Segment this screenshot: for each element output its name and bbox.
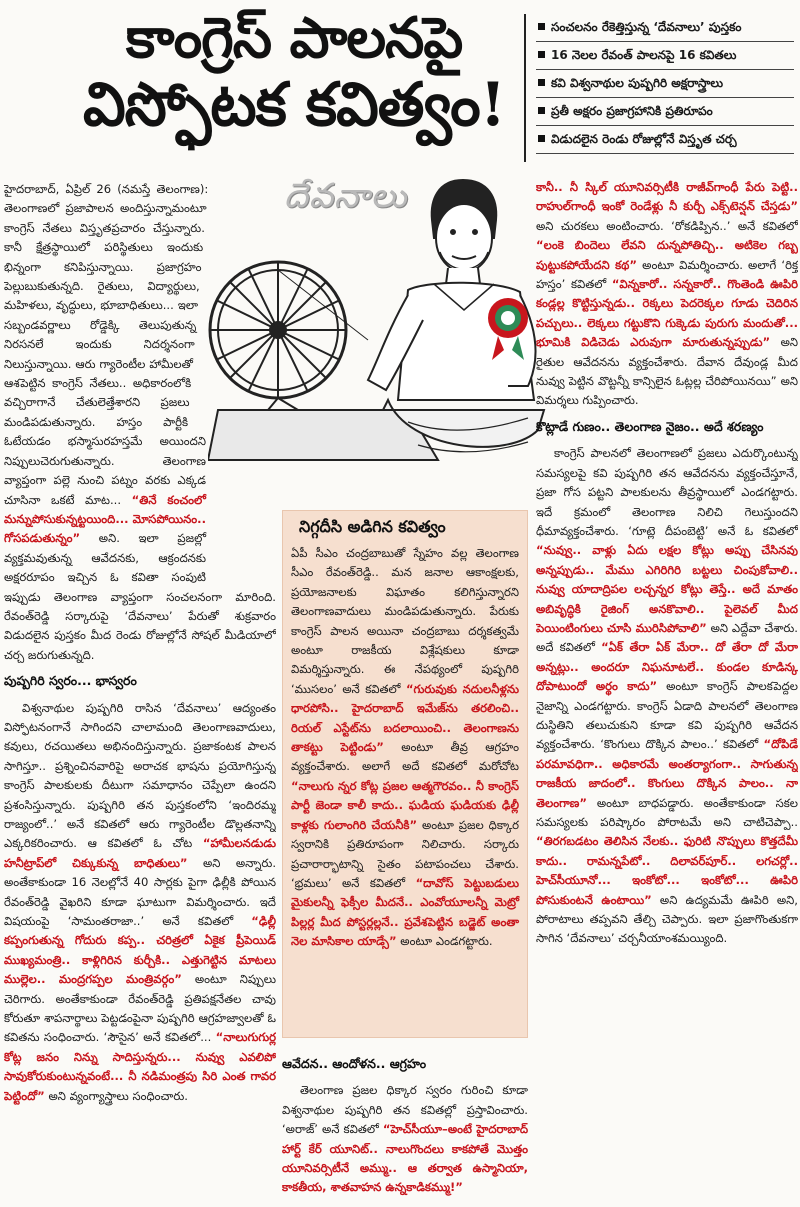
square-bullet-icon xyxy=(538,107,545,114)
headline-line-2: విస్ఫోటక కవిత్వం! xyxy=(82,70,506,141)
box-heading: నిగ్గదీసి అడిగిన కవిత్వం xyxy=(299,517,446,536)
square-bullet-icon xyxy=(538,79,545,86)
divider xyxy=(524,14,526,162)
highlight-bullets xyxy=(536,14,794,154)
subheading: కొట్లాడే గుణం.. తెలంగాణ నైజం.. అదే శరణ్యం xyxy=(536,418,764,434)
subheading: ఆవేదన.. ఆందోళన.. ఆగ్రహం xyxy=(282,1056,427,1071)
paragraph: కాంగ్రెస్ పాలనలో తెలంగాణలో ప్రజలు ఎదుర్కొంటున్న సమస్యలపై కవి పుష్పగిరి తన ఆవేదనను వ్యక్తంచేస్తూనే, ప్రజా గోస పట్టని పాలకులను తీవ్రస్థాయిలో ఎండగట్టారు. ఇదే క్రమంలో తెలంగాణ నిలిచి గెలుస్తుందని ధీమావ్యక్తంచేశారు. ‘గూట్లె దీపంబెట్టి’ అనే ఓ కవితలో “నువ్వు.. వాళ్లు ఏదు లక్షల కోట్లు అప్పు చేసినవు అన్నప్పుడు.. మేము ఎగిరిగిరి బట్టలు చింపుకోవాలి.. నువ్వు యాదాద్రిపల లచ్చన్నర కోట్లు తెస్తే.. అదే మాతం అబివృద్ధికి రైజింగ్ అనకొవాలి.. పైలెవల్ మీద పెయింటింగులు చూసి మురిసిపోవాలి” అని ఎద్దేవా చేశారు. అదే కవితలో “ఏక్ తేరా ఏక్ మేరా.. దో తేరా దో మేరా అన్నట్లు.. అందరూ నిఘనూటలే.. కుండల కూడిన్క దోపాటుందో అర్థం కాదు” అంటూ కాంగ్రెస్ పాలకపెద్దల నైజాన్ని ఎండగట్టారు. కాంగ్రెస్ ఏడాది పాలనలో తెలంగాణ దుస్థితిని తలుచుకుని కూడా కవి పుష్పగిరి ఆవేదన వ్యక్తంచేశారు. ‘కొంగులు దొక్కిన పాలం..’ కవితలో “దోపిడే పరమావధిగా.. అధికారమే అంతర్యాగంగా.. సాగుతున్న రాజకీయ జాదంలో.. కొంగులు దొక్కిన పాలం.. నా తెలంగాణ” అంటూ బాధపడ్డారు. అంతేకాకుండా సకల సమస్యలకు పరిష్కారం పోరాటమే అని చాటిచెప్పా.. “తిరగబడటం తెలిసిన నేలకు.. ఫురిటి నొప్పులు కొత్తదేమీ కాదు.. రామన్నపేటో.. దిలావర్‌పూర్.. లగచర్లో.. హెచ్‌సీయూనో... ఇంకోటో... ఇంకోటో... ఊపిరి పోసుకుంటనే ఉంటాయి” అని ఉద్యమమే ఊపిరి అని, పోరాటాలు తప్పవని తేల్చి చెప్పారు. ఇలా ప్రజాగొంతుకగా సాగిన ‘దేవనాలు’ చర్చనీయాంశమయ్యింది. xyxy=(536,446,798,946)
bullet-item: ప్రతీ అక్షరం ప్రజాగ్రహానికి ప్రతిరూపం xyxy=(536,98,794,126)
square-bullet-icon xyxy=(538,23,545,30)
box-text: ఏపీ సీఎం చంద్రబాబుతో స్నేహం వల్ల తెలంగాణ సీఎం రేవంత్‌రెడ్డి.. మన జనాల ఆకాంక్షలకు, ప్రయోజనాలకు విఘాతం కలిగిస్తున్నారని తెలంగాణవాదులు మండిపడుతున్నారు. పేరుకు కాంగ్రెస్ పాలన అయినా చంద్రబాబు దర్శకత్వమే అంటూ రాజకీయ విశ్లేషకులు కూడా విమర్శిస్తున్నారు. ఈ నేపథ్యంలో పుష్పగిరి ‘ముసలం’ అనే కవితలో “గురువుకు నదులనీళ్లను ధారపోసి.. హైదరాబాద్ ఇమేజ్‌ను తరలించి.. రియల్ ఎస్టేట్‌ను బదలాయించి.. తెలంగాణను తాకట్టు పెట్టిండు” అంటూ తీవ్ర ఆగ్రహం వ్యక్తంచేశారు. అలాగే అదే కవితలో మరోచోట “నాలుగు న్నర కోట్ల ప్రజల ఆత్మగౌరవం.. నీ కాంగ్రెస్ పార్టీ జెండా కాలీ కాదు.. ఘడియ ఘడియకు ఢిల్లీ కాళ్లకు గులాంగిరి చేయనీకి” అంటూ ప్రజల ధిక్కార స్వరానికి ప్రతిరూపంగా నిలిచారు. సర్కారు ప్రచారార్భాటాన్ని సైతం పటాపంచలు చేశారు. ‘భ్రమలు’ అనే కవితలో “దావోస్ పెట్టుబడులు మైకులన్నీ ఫెక్సీల మీదనే.. ఎంవోయూలన్నీ మెట్రో పిల్లర్ల మీద పోస్టర్లల్లనే.. ప్రవేశపెట్టిన బడ్జెట్ అంతా నెల మాసికాల యాడ్సే” అంటూ ఎండగట్టారు. xyxy=(291,546,519,949)
article-column-2-bottom xyxy=(282,1048,528,1198)
bullet-item: 16 నెలల రేవంత్ పాలనపై 16 కవితలు xyxy=(536,42,794,70)
paragraph: తెలంగాణ ప్రజల ధిక్కార స్వరం గురించి కూడా విశ్వనాథుల పుష్పగిరి తన కవితల్లో ప్రస్తావించారు. ‘అరాజ్’ అనే కవితలో “హెచ్‌సీయూ–అంటే హైదరాబాద్ హార్ట్ కేర్ యూనిట్.. నాలుగొందలు కాకపోతే మొత్తం యూనివర్సిటీనే అమ్ము.. ఆ తర్వాత ఉస్మానియా, కాకతీయ, శాతవాహన ఉన్నకాడికమ్ము!” xyxy=(282,1083,528,1195)
article-column-3 xyxy=(536,178,798,1188)
headline xyxy=(70,5,518,141)
book-title-logo: దేవనాలు xyxy=(284,176,408,216)
bullet-item: కవి విశ్వనాథుల పుష్పగిరి అక్షరాస్త్రాలు xyxy=(536,70,794,98)
paragraph: కానీ.. నీ స్కిల్ యూనివర్సిటీకి రాజీవ్‌గాంధీ పేరు పెట్టి.. రాహుల్‌గాంధీ ఇంకో రెండేళ్లు నీ కుర్చీ ఎక్స్‌టెన్షన్ చేస్తడు” అని చురకలు అంటించారు. ‘రోకడిప్పిన..’ అనే కవితలో “లంకె బిందెలు లేవని దున్నపోతిచ్చి.. అటికెల గబ్బ పుట్టుకపోయేదని కథ” అంటూ విమర్శించారు. అలాగే ‘రిక్త హస్తం’ కవితలో “విన్నకారో.. సన్నకారో.. గొంతెండి ఊపిరి కండ్లల్ల కొట్టిస్తున్నడు.. రెక్కలు పెదరెక్కల గూడు చెదిరిన పచ్చులు.. లెక్కలు గట్టుకొని గుక్కెడు పురుగు మందుతో... భూమికి విడిచెడు ఎరువుగా మారుతున్నప్పుడు” అని రైతుల ఆవేదనను వ్యక్తంచేశారు. దేవాన దేవుండ్ల మీద నువ్వు పెట్టిన వొట్టన్నీ కాన్సిలైన ఓట్లల్ల చేరిపోయినయి” అని విమర్శలు గుప్పించారు. xyxy=(536,180,798,408)
paragraph: విశ్వనాథుల పుష్పగిరి రాసిన ‘దేవనాలు’ ఆద్యంతం విస్ఫోటనంగానే సాగిందని చాలామంది తెలంగాణవాదులు, కవులు, రచయితలు అభినందిస్తున్నారు. ప్రజాకంటక పాలన సాగిస్తూ.. ప్రశ్నించినవారిపై అరాచక భాషను ప్రయోగిస్తున్న కాంగ్రెస్ పాలకులకు దీటుగా సమాధానం చెప్పేలా ఉందని ప్రశంసిస్తున్నారు. పుష్పగిరి తన పుస్తకంలోని ‘ఇందిరమ్మ రాజ్యంలో..’ అనే కవితలో ఆరు గ్యారెంటీల డొల్లతనాన్ని ఎక్కరికరించారు. ఆ కవితలో ఓ చోట “హామీలనడుడు హనీట్రాప్‌లో చిక్కుకున్న బాధితులు” అని అన్నారు. అంతేకాకుండా 16 నెలల్లోనే 40 సార్లకు పైగా ఢిల్లీకి పోయిన రేవంత్‌రెడ్డి వైఖరిని కూడా ఘాటుగా విమర్శించారు. ఇదే విషయంపై ‘సామంతరాజా..’ అనే కవితలో “ఢిల్లీ కప్పంగుతున్న గోదురు కప్ప.. చరిత్రలో ఏకైక ప్రీపెయిడ్ ముఖ్యమంత్రి.. కాళ్లిగిరిన కుర్చీకి.. ఎత్తుగెట్టిన మాటలు ముల్లెల.. మంద్రగప్పల మంత్రివర్గం” అంటూ నిప్పులు చెరిగారు. అంతేకాకుండా రేవంత్‌రెడ్డి ప్రతిపక్షనేతల చావు కోరుతూ శాపనార్థాలు పెట్టడంపైనా పుష్పగిరి ఆగ్రహజ్వాలతో ఓ కవితను సంధించారు. ‘సౌసైన’ అనే కవితలో... “నాలుగుగుర్ల కోట్ల జనం నిన్ను సాదిస్తున్నరు... నువ్వు ఎవలిపో సావుకోరుకుంటున్నవంటే... నీ నడిమంత్రపు సిరి ఎంత గావర పెట్టిందో” అని వ్యంగ్యాస్త్రాలు సంధించారు. xyxy=(4,700,276,1103)
subheading: పుష్పగిరి స్వరం... భాస్వరం xyxy=(4,673,137,689)
square-bullet-icon xyxy=(538,51,545,58)
sidebar-box xyxy=(282,510,528,1038)
bullet-item: విడుదలైన రెండు రోజుల్లోనే విస్తృత చర్చ xyxy=(536,126,794,154)
bullet-item: సంచలనం రేకెత్తిస్తున్న ‘దేవనాలు’ పుస్తకం xyxy=(536,14,794,42)
paragraph: హైదరాబాద్, ఏప్రిల్ 26 (నమస్తే తెలంగాణ): తెలంగాణలో ప్రజాపాలన అందిస్తున్నామంటూ కాంగ్రెస్ నేతలు విస్తృతప్రచారం చేస్తున్నారు. కానీ క్షేత్రస్థాయిలో పరిస్థితులు ఇందుకు భిన్నంగా కనిపిస్తున్నాయి. ప్రజాగ్రహం పెల్లుబుకుతున్నది. రైతులు, విద్యార్థులు, మహిళలు, వృద్ధులు, భూబాధితులు... ఇలా సబ్బండవర్ణాలు రోడ్డెక్కి తెలుపుతున్న నిరసనలే ఇందుకు నిదర్శనంగా నిలుస్తున్నాయి. ఆరు గ్యారెంటీల హామీలతో ఆశపెట్టిన కాంగ్రెస్ నేతలు.. అధికారంలోకి వచ్చిరాగానే చేతులెత్తేశారని ప్రజలు మండిపడుతున్నారు. హస్తం పార్టీకి ఓటేయడం భస్మాసురహస్తమే అయిందని నిప్పులుచెరుగుతున్నారు. తెలంగాణ వ్యాప్తంగా పల్లె నుంచి పట్నం వరకు ఎక్కడ చూసినా ఒకటే మాట... “తినే కంచంలో మన్నుపోసుకున్నట్టయింది... మోసపోయినం.. గోసపడుతున్నం” అని. ఇలా ప్రజల్లో వ్యక్తమవుతున్న ఆవేదనకు, ఆక్రందనకు అక్షరరూపం ఇచ్చిన ఓ కవితా సంపుటి ఇప్పుడు తెలంగాణ వ్యాప్తంగా సంచలనంగా మారింది. రేవంత్‌రెడ్డి సర్కారుపై ‘దేవనాలు’ పేరుతో శుక్రవారం విడుదలైన పుస్తకం మీద రెండు రోజుల్లోనే సోషల్ మీడియాలో చర్చ జరుగుతున్నది. xyxy=(4,182,276,662)
headline-line-1: కాంగ్రెస్ పాలనపై xyxy=(125,5,463,71)
square-bullet-icon xyxy=(538,135,545,142)
article-column-1 xyxy=(4,180,276,1190)
